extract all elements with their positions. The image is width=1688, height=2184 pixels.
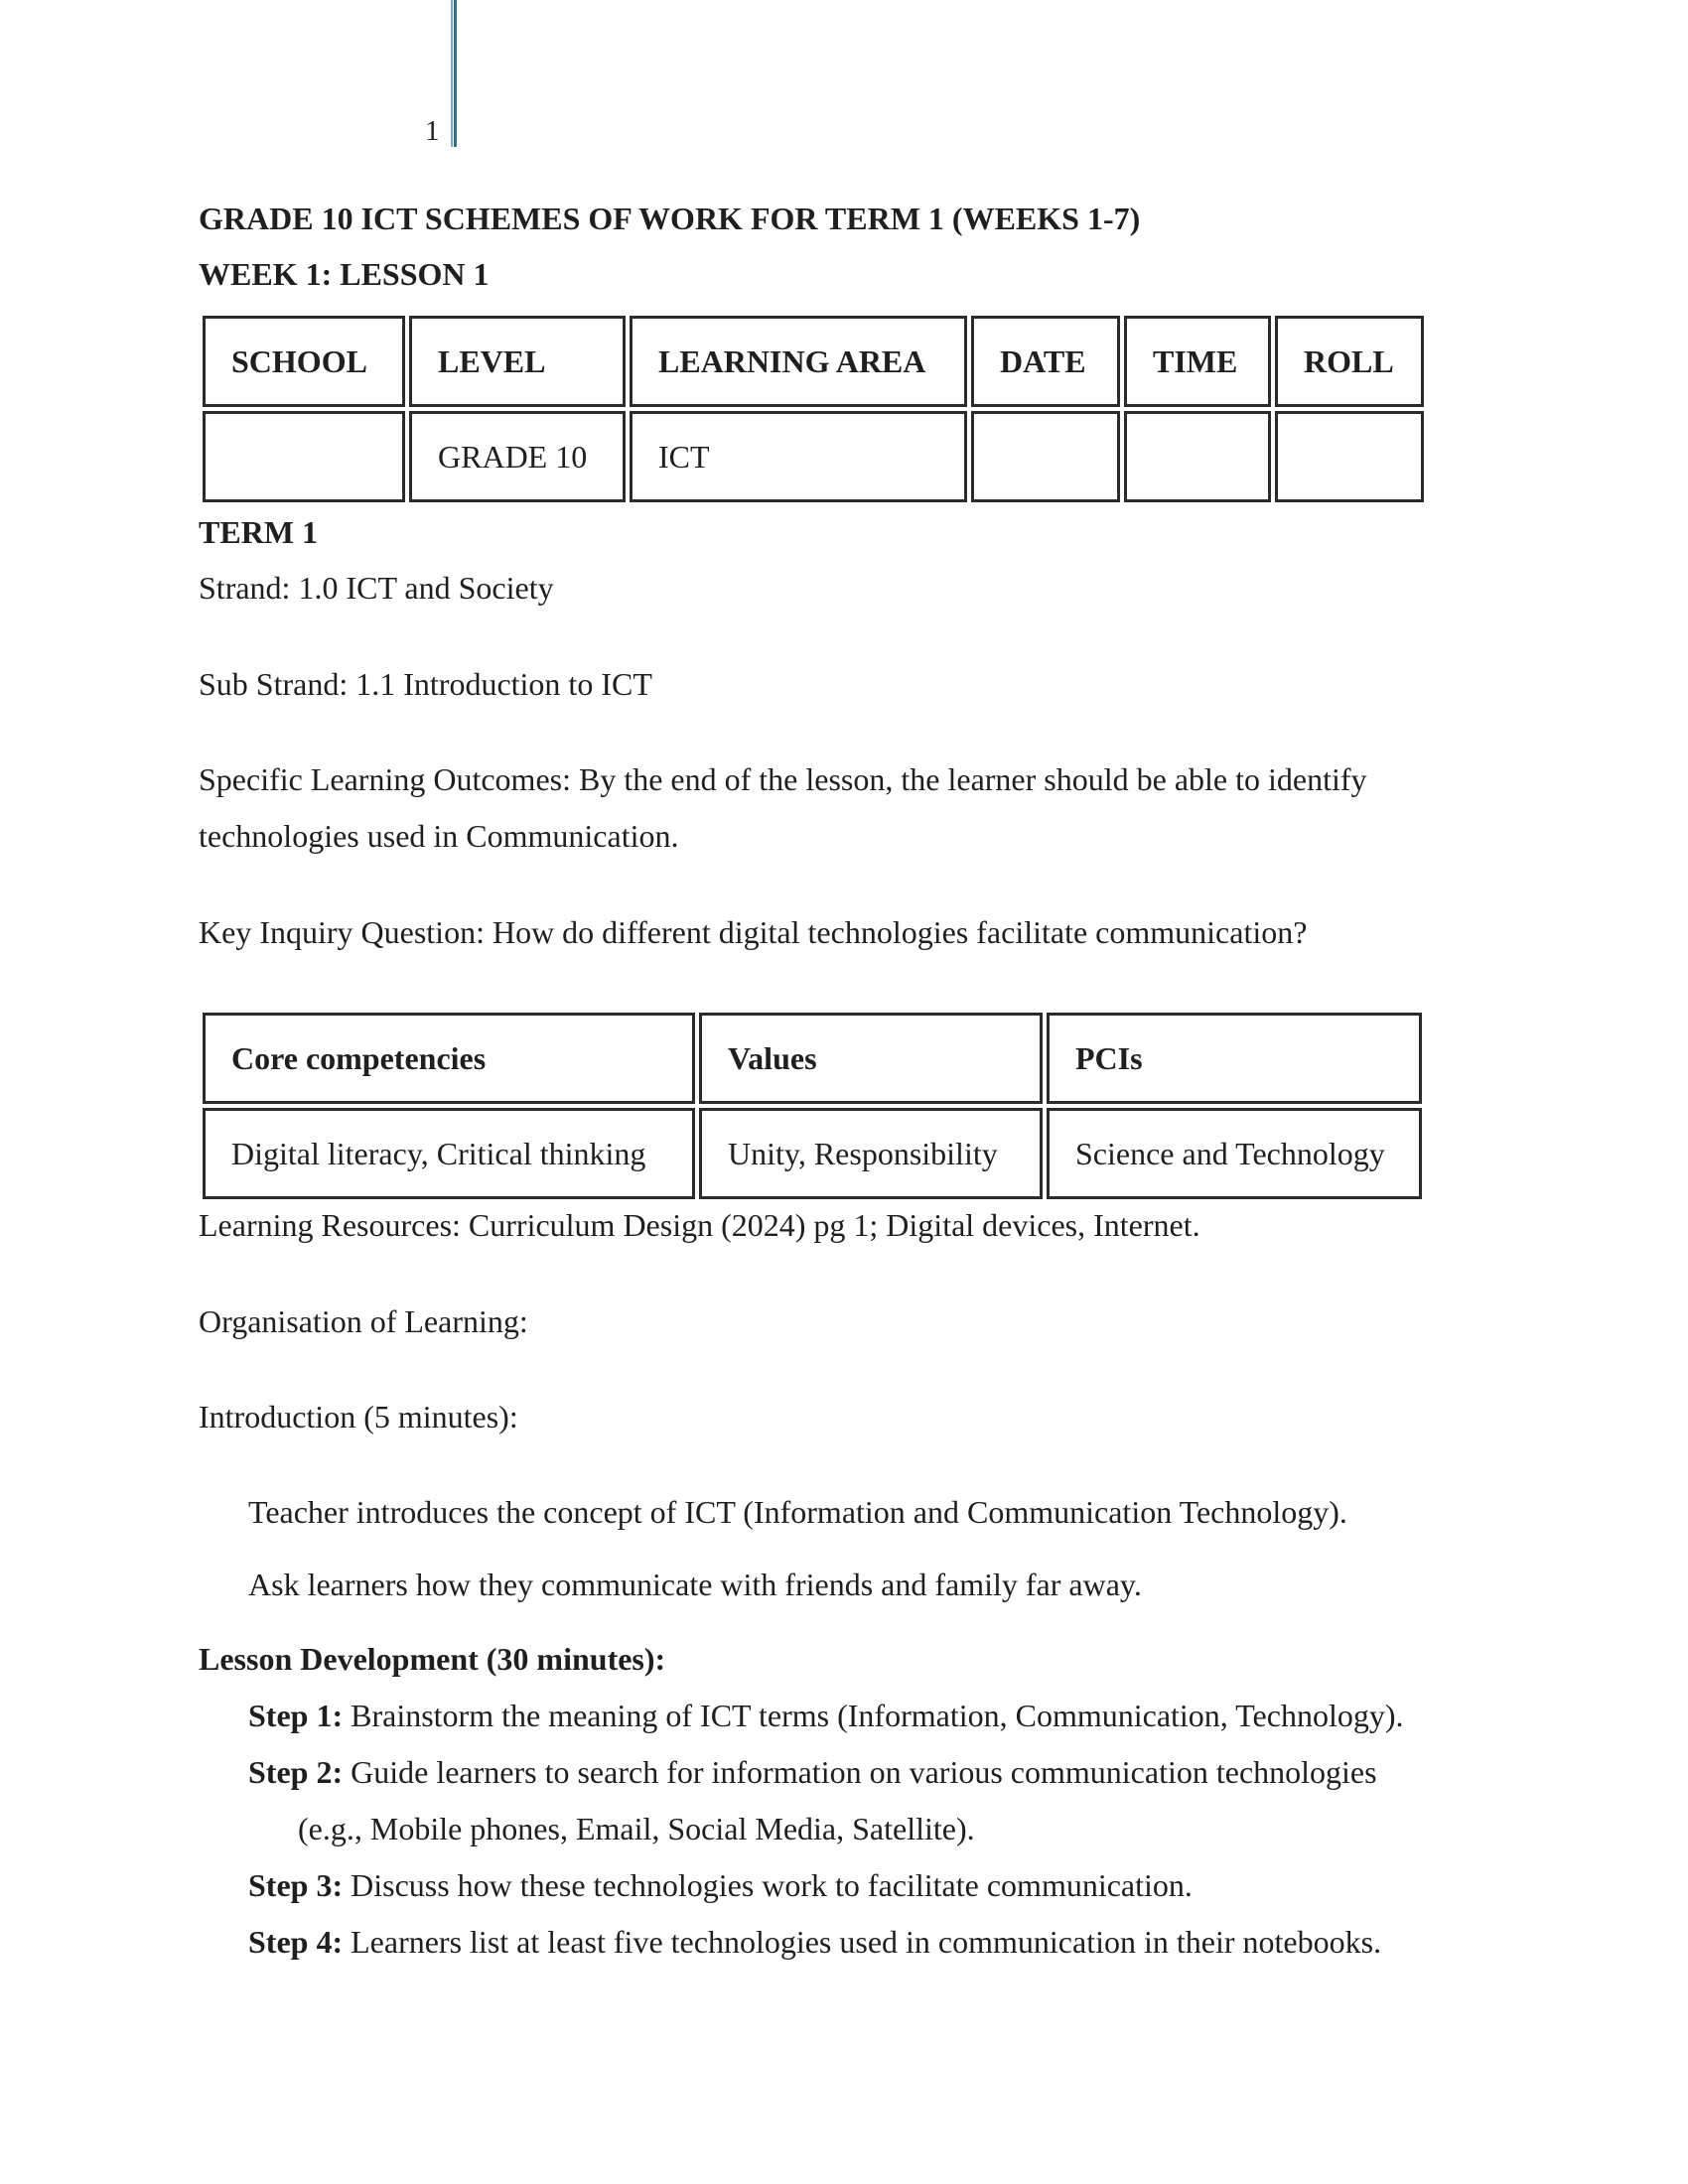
step-text: Guide learners to search for information on various communication technologies <box>343 1754 1377 1790</box>
header-cell-learning-area: LEARNING AREA <box>630 316 967 407</box>
cell-core-competencies: Digital literacy, Critical thinking <box>203 1108 695 1199</box>
cell-time <box>1124 411 1271 502</box>
page-number: 1 <box>425 115 440 147</box>
cell-level: GRADE 10 <box>409 411 626 502</box>
cell-roll <box>1275 411 1424 502</box>
step-label: Step 2: <box>248 1754 344 1790</box>
document-title: GRADE 10 ICT SCHEMES OF WORK FOR TERM 1 (WEEKS 1-7) <box>199 201 1141 236</box>
step-label: Step 1: <box>248 1698 344 1733</box>
cell-date <box>971 411 1120 502</box>
header-cell-values: Values <box>699 1013 1043 1104</box>
step-2-continuation: (e.g., Mobile phones, Email, Social Media, Satellite). <box>298 1811 975 1846</box>
table-row <box>203 411 1424 502</box>
organisation-of-learning: Organisation of Learning: <box>199 1303 528 1339</box>
step-3 <box>248 1869 1193 1901</box>
header-cell-core-competencies: Core competencies <box>203 1013 695 1104</box>
week-lesson-heading: WEEK 1: LESSON 1 <box>199 256 490 292</box>
step-label: Step 3: <box>248 1867 344 1903</box>
cell-school <box>203 411 405 502</box>
cell-learning-area: ICT <box>630 411 967 502</box>
step-text: Discuss how these technologies work to facilitate communication. <box>343 1867 1193 1903</box>
sub-strand-text: Sub Strand: 1.1 Introduction to ICT <box>199 666 652 702</box>
header-cell-time: TIME <box>1124 316 1271 407</box>
outcomes-line-2: technologies used in Communication. <box>199 818 679 854</box>
key-inquiry-question: Key Inquiry Question: How do different digital technologies facilitate communication? <box>199 914 1308 950</box>
table-header-row <box>203 1013 1422 1104</box>
table-header-row <box>203 316 1424 407</box>
step-1 <box>248 1700 1403 1731</box>
step-2 <box>248 1756 1377 1788</box>
table-row <box>203 1108 1422 1199</box>
strand-text: Strand: 1.0 ICT and Society <box>199 570 554 606</box>
introduction-item: Ask learners how they communicate with friends and family far away. <box>248 1567 1142 1602</box>
cell-pcis: Science and Technology <box>1047 1108 1422 1199</box>
step-4 <box>248 1926 1381 1958</box>
header-cell-pcis: PCIs <box>1047 1013 1422 1104</box>
header-cell-roll: ROLL <box>1275 316 1424 407</box>
lesson-development-heading: Lesson Development (30 minutes): <box>199 1641 666 1677</box>
term-heading: TERM 1 <box>199 514 318 550</box>
introduction-item: Teacher introduces the concept of ICT (Information and Communication Technology). <box>248 1494 1347 1530</box>
introduction-heading: Introduction (5 minutes): <box>199 1399 518 1434</box>
competencies-table <box>199 1009 1426 1203</box>
header-cell-level: LEVEL <box>409 316 626 407</box>
lesson-info-table <box>199 312 1428 506</box>
header-cell-school: SCHOOL <box>203 316 405 407</box>
learning-resources: Learning Resources: Curriculum Design (2024) pg 1; Digital devices, Internet. <box>199 1207 1200 1243</box>
step-label: Step 4: <box>248 1924 344 1960</box>
margin-line <box>451 0 457 147</box>
outcomes-line-1: Specific Learning Outcomes: By the end of the lesson, the learner should be able to identify <box>199 761 1367 797</box>
cell-values: Unity, Responsibility <box>699 1108 1043 1199</box>
step-text: Brainstorm the meaning of ICT terms (Information, Communication, Technology). <box>343 1698 1404 1733</box>
step-text: Learners list at least five technologies used in communication in their notebooks. <box>343 1924 1382 1960</box>
header-cell-date: DATE <box>971 316 1120 407</box>
